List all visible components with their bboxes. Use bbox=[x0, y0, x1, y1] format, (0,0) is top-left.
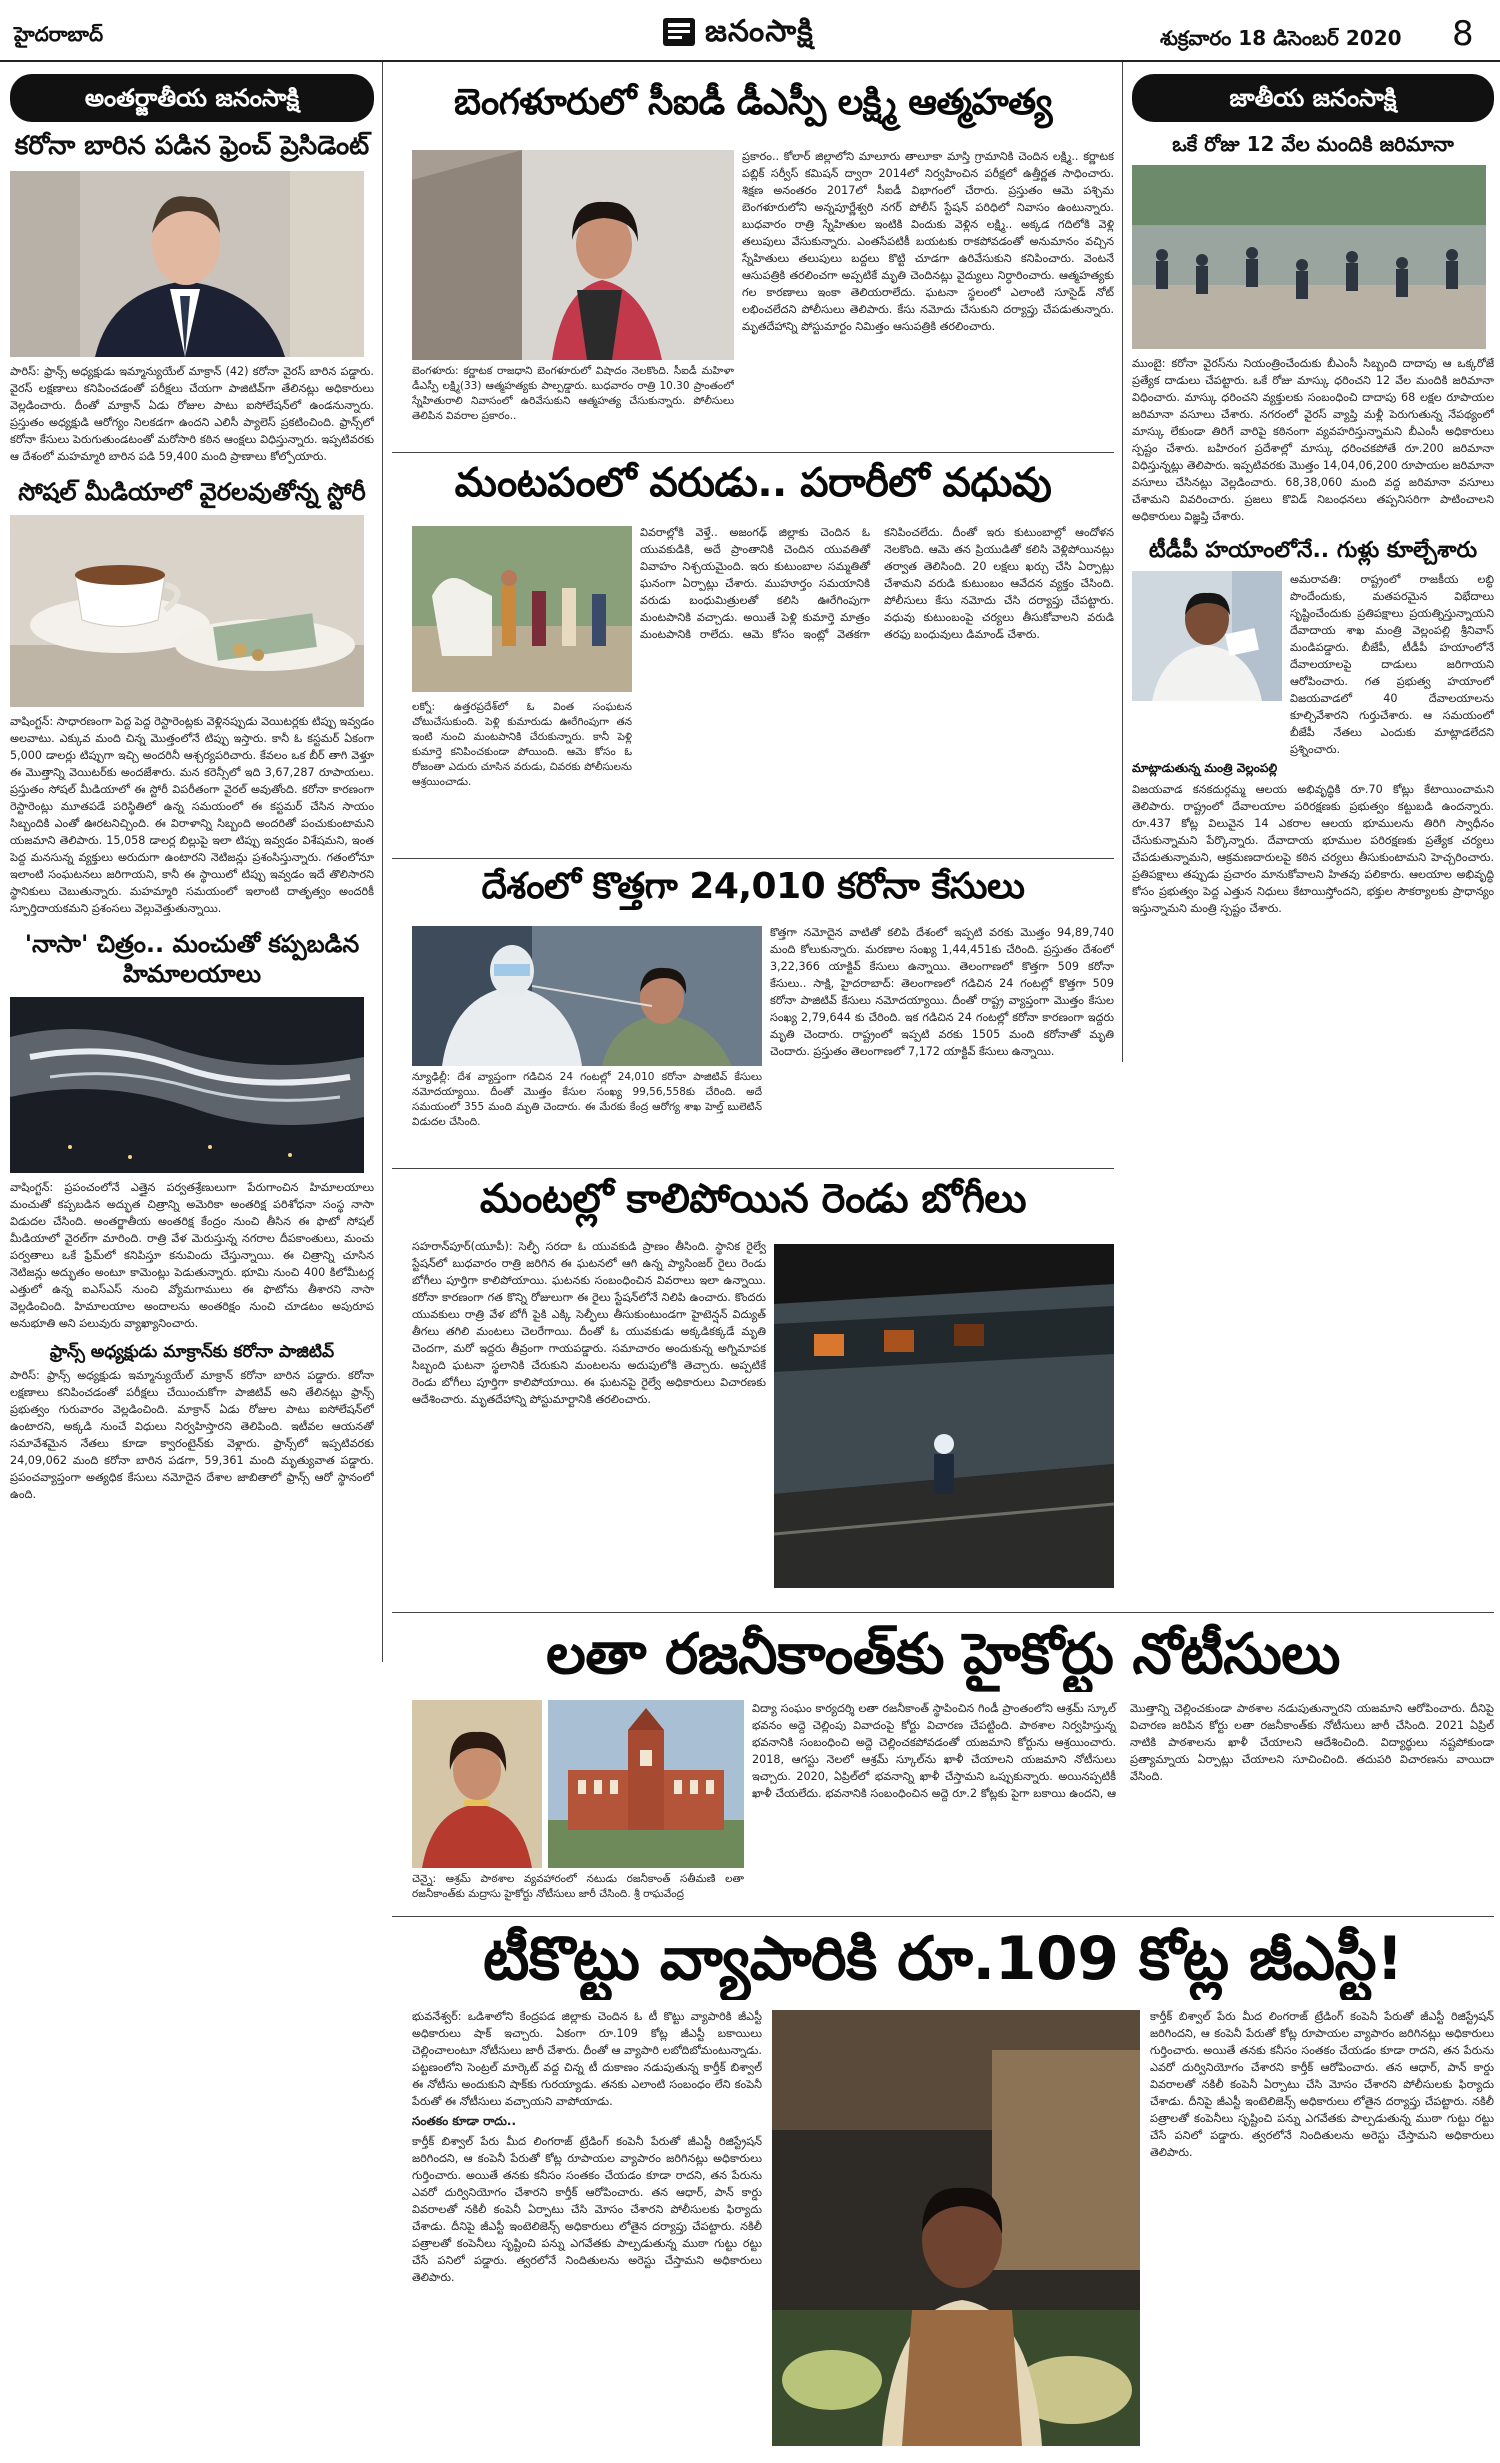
center-story1-headline-box bbox=[392, 82, 1114, 138]
story-body: పారిస్‌: ఫ్రాన్స్‌ అధ్యక్షుడు ఇమ్మాన్యుయేల్‌ మాక్రాన్‌ (42) కరోనా వైరస్‌ బారిన పడ్డారు. వైరస్‌ లక్షణాలు కనిపించడంతో పరీక్షలు చేయగా పాజిటివ్‌గా తేలినట్లు అధికారులు వెల్లడించారు. దీంతో మాక్రాన్‌ ఏడు రోజుల పాటు ఐసోలేషన్‌లో ఉండనున్నారు. ప్రస్తుతం అధ్యక్షుడి ఆరోగ్యం నిలకడగా ఉందని ఎలిసీ ప్యాలెస్‌ ప్రకటించింది. ఫ్రాన్స్‌లో కరోనా కేసులు పెరుగుతుండటంతో మరోసారి కఠిన ఆంక్షలు విధిస్తున్నారు. ఇప్పటివరకు ఆ దేశంలో మహమ్మారి బారిన పడి 59,400 మంది ప్రాణాలు కోల్పోయారు. bbox=[10, 364, 374, 463]
story-subhead: సంతకం కూడా రాదు.. bbox=[412, 2114, 517, 2128]
story-headline: మంటపంలో వరుడు.. పరారీలో వధువు bbox=[454, 460, 1052, 506]
center-story4-headline-box bbox=[392, 1176, 1114, 1232]
story-headline: కరోనా బారిన పడిన ఫ్రెంచ్ ప్రెసిడెంట్ bbox=[14, 131, 370, 161]
photo-caption: బెంగళూరు: కర్ణాటక రాజధాని బెంగళూరులో విషాదం నెలకొంది. సీఐడీ మహిళా డీఎస్పీ లక్ష్మి(33) ఆత్మహత్యకు పాల్పడ్డారు. బుధవారం రాత్రి 10.30 ప్రాంతంలో స్నేహితురాలి నివాసంలో ఉరివేసుకుని ఆత్మహత్య చేసుకున్నారు. పోలీసులు తెలిపిన వివరాల ప్రకారం.. bbox=[412, 365, 734, 422]
story-body: వాషింగ్టన్‌: సాధారణంగా పెద్ద పెద్ద రెస్టారెంట్లకు వెళ్లినప్పుడు వెయిటర్లకు టిప్పు ఇవ్వడం అలవాటు. ఎక్కువ మంది చిన్న మొత్తంలోనే టిప్పు ఇస్తారు. కానీ ఓ కస్టమర్‌ ఏకంగా 5,000 డాలర్లు టిప్పుగా ఇచ్చి అందరినీ ఆశ్చర్యపరిచారు. కేవలం ఒక బీర్‌ తాగి వెళ్తూ ఈ మొత్తాన్ని వెయిటర్‌కు అందజేశారు. మన కరెన్సీలో ఇది 3,67,287 రూపాయలు. ప్రస్తుతం సోషల్‌ మీడియాలో ఈ స్టోరీ విపరీతంగా వైరల్‌ అవుతోంది. కరోనా కారణంగా రెస్టారెంట్లు మూతపడే పరిస్థితిలో ఉన్న సమయంలో ఈ కస్టమర్‌ చేసిన సాయం సిబ్బందికి ఎంతో ఊరటనిచ్చింది. ఈ విరాళాన్ని సిబ్బంది అందరితో పంచుకుంటామని యజమాని తెలిపారు. 15,058 డాలర్ల బిల్లుపై ఇలా టిప్పు ఇవ్వడం విశేషమని, ఇంత పెద్ద మనసున్న వ్యక్తులు అరుదుగా ఉంటారని నెటిజన్లు ప్రశంసిస్తున్నారు. గతంలోనూ ఇలాంటి సంఘటనలు జరిగాయని, కానీ ఈ స్థాయిలో టిప్పు ఇవ్వడం ఇదే తొలిసారని స్థానికులు చెబుతున్నారు. మహమ్మారి సమయంలో ఇలాంటి దాతృత్వం అందరికీ స్ఫూర్తిదాయకమని ప్రశంసలు వెల్లువెత్తుతున్నాయి. bbox=[10, 714, 374, 915]
story-body: అమరావతి: రాష్ట్రంలో రాజకీయ లబ్ధి పొందేందుకు, మతపరమైన విభేదాలు సృష్టించేందుకు ప్రతిపక్షాలు ప్రయత్నిస్తున్నాయని దేవాదాయ శాఖ మంత్రి వెల్లంపల్లి శ్రీనివాస్‌ మండిపడ్డారు. బీజేపీ, టీడీపీ హయాంలోనే దేవాలయాలపై దాడులు జరిగాయని ఆరోపించారు. గత ప్రభుత్వ హయాంలో విజయవాడలో 40 దేవాలయాలను కూల్చివేశారని గుర్తుచేశారు. ఆ సమయంలో బీజేపీ నేతలు ఎందుకు మాట్లాడలేదని ప్రశ్నించారు. bbox=[1290, 572, 1494, 756]
story-body: పారిస్‌: ఫ్రాన్స్‌ అధ్యక్షుడు ఇమ్మాన్యుయేల్‌ మాక్రాన్‌ కరోనా బారిన పడ్డారు. కరోనా లక్షణాలు కనిపించడంతో పరీక్షలు చేయించుకోగా పాజిటివ్‌ అని తేలినట్లు ఫ్రాన్స్‌ ప్రభుత్వం గురువారం వెల్లడించింది. మాక్రాన్‌ ఏడు రోజుల పాటు ఐసోలేషన్‌లో ఉంటారని, అక్కడి నుంచే విధులు నిర్వహిస్తారని తెలిపింది. ఇటీవల ఆయనతో సమావేశమైన నేతలు కూడా క్వారంటైన్‌కు వెళ్లారు. ఫ్రాన్స్‌లో ఇప్పటివరకు 24,09,062 మంది కరోనా బారిన పడగా, 59,361 మంది మృత్యువాత పడ్డారు. ప్రపంచవ్యాప్తంగా అత్యధిక కేసులు నమోదైన దేశాల జాబితాలో ఫ్రాన్స్‌ ఆరో స్థానంలో ఉంది. bbox=[10, 1368, 374, 1501]
story-body-part: కార్తీక్‌ బిశ్వాల్‌ పేరు మీద లింగరాజ్‌ ట్రేడింగ్‌ కంపెనీ పేరుతో జీఎస్టీ రిజిస్ట్రేషన్‌ జరిగిందని, ఆ కంపెనీ పేరుతో కోట్ల రూపాయల వ్యాపారం జరిగినట్లు అధికారులు గుర్తించారు. అయితే తనకు కనీసం సంతకం చేయడం కూడా రాదని, తన పేరును ఎవరో దుర్వినియోగం చేశారని కార్తీక్‌ ఆరోపించారు. తన ఆధార్‌, పాన్‌ కార్డు వివరాలతో నకిలీ కంపెనీ ఏర్పాటు చేసి మోసం చేశారని పోలీసులకు ఫిర్యాదు చేశాడు. దీనిపై జీఎస్టీ ఇంటెలిజెన్స్‌ అధికారులు లోతైన దర్యాప్తు చేపట్టారు. నకిలీ పత్రాలతో కంపెనీలు సృష్టించి పన్ను ఎగవేతకు పాల్పడుతున్న ముఠా గుట్టు రట్టు చేసే పనిలో పడ్డారు. త్వరలోనే నిందితులను అరెస్టు చేస్తామని అధికారులు తెలిపారు. bbox=[412, 2135, 762, 2284]
story-body-continued: కార్తీక్‌ బిశ్వాల్‌ పేరు మీద లింగరాజ్‌ ట్రేడింగ్‌ కంపెనీ పేరుతో జీఎస్టీ రిజిస్ట్రేషన్‌ జరిగిందని, ఆ కంపెనీ పేరుతో కోట్ల రూపాయల వ్యాపారం జరిగినట్లు అధికారులు గుర్తించారు. అయితే తనకు కనీసం సంతకం చేయడం కూడా రాదని, తన పేరును ఎవరో దుర్వినియోగం చేశారని కార్తీక్‌ ఆరోపించారు. తన ఆధార్‌, పాన్‌ కార్డు వివరాలతో నకిలీ కంపెనీ ఏర్పాటు చేసి మోసం చేశారని పోలీసులకు ఫిర్యాదు చేశాడు. దీనిపై జీఎస్టీ ఇంటెలిజెన్స్‌ అధికారులు లోతైన దర్యాప్తు చేపట్టారు. నకిలీ పత్రాలతో కంపెనీలు సృష్టించి పన్ను ఎగవేతకు పాల్పడుతున్న ముఠా గుట్టు రట్టు చేసే పనిలో పడ్డారు. త్వరలోనే నిందితులను అరెస్టు చేస్తామని అధికారులు తెలిపారు. bbox=[1150, 2010, 1494, 2159]
masthead bbox=[0, 0, 1500, 62]
story-headline: దేశంలో కొత్తగా 24,010 కరోనా కేసులు bbox=[481, 866, 1025, 907]
coffee-tip-photo bbox=[10, 515, 364, 707]
city-name: హైదరాబాద్ bbox=[14, 22, 104, 46]
story-headline: మంటల్లో కాలిపోయిన రెండు బోగీలు bbox=[479, 1176, 1027, 1222]
column-divider bbox=[382, 62, 383, 1662]
section-divider bbox=[392, 1612, 1494, 1613]
section-divider bbox=[392, 1168, 1114, 1169]
story-headline: బెంగళూరులో సీఐడీ డీఎస్పీ లక్ష్మి ఆత్మహత్య bbox=[454, 82, 1052, 123]
section-label-national: జాతీయ జనంసాక్షి bbox=[1132, 74, 1494, 122]
section-divider bbox=[392, 1916, 1494, 1917]
bottom-story1-headline-box bbox=[392, 1622, 1494, 1692]
story-subhead: మాట్లాడుతున్న మంత్రి వెల్లంపల్లి bbox=[1132, 760, 1278, 775]
column-divider bbox=[1122, 62, 1123, 1062]
story-body: ముంబై: కరోనా వైరస్‌ను నియంత్రించేందుకు బీఎంసీ సిబ్బంది దాదాపు ఆ ఒక్కరోజే ప్రత్యేక దాడులు చేపట్టారు. ఒకే రోజు మాస్కు ధరించని 12 వేల మందికి జరిమానా విధించారు. మాస్కు ధరించని వ్యక్తులకు సంబంధించి దాదాపు 68 లక్షల రూపాయల జరిమానా వసూలు చేశారు. నగరంలో వైరస్‌ వ్యాప్తి మళ్లీ పెరుగుతున్న నేపథ్యంలో మాస్కు లేకుండా తిరిగే వారిపై కఠినంగా వ్యవహరిస్తున్నామని బీఎంసీ అధికారులు స్పష్టం చేశారు. బహిరంగ ప్రదేశాల్లో మాస్కు ధరించకపోతే రూ.200 జరిమానా విధిస్తున్నట్లు తెలిపారు. ఇప్పటివరకు మొత్తం 14,04,06,200 రూపాయల జరిమానా వసూలు చేసినట్లు వెల్లడించారు. 68,38,060 మంది వద్ద జరిమానా వసూలు చేశామని వివరించారు. ప్రజలు కొవిడ్‌ నిబంధనలు తప్పనిసరిగా పాటించాలని అధికారులు విజ్ఞప్తి చేశారు. bbox=[1132, 357, 1494, 523]
story-body: కొత్తగా నమోదైన వాటితో కలిపి దేశంలో ఇప్పటి వరకు మొత్తం 94,89,740 మంది కోలుకున్నారు. మరణాల సంఖ్య 1,44,451కు చేరింది. ప్రస్తుతం దేశంలో 3,22,366 యాక్టివ్‌ కేసులు ఉన్నాయి. తెలంగాణలో కొత్తగా 509 కరోనా కేసులు.. సాక్షి, హైదరాబాద్‌: తెలంగాణలో గడిచిన 24 గంటల్లో కొత్తగా 509 కరోనా పాజిటివ్‌ కేసులు నమోదయ్యాయి. దీంతో రాష్ట్ర వ్యాప్తంగా మొత్తం కేసుల సంఖ్య 2,79,644 కు చేరింది. ఇక గడిచిన 24 గంటల్లో కరోనా కారణంగా ఇద్దరు మృతి చెందారు. రాష్ట్రంలో ఇప్పటి వరకు 1505 మంది కరోనాతో మృతి చెందారు. ప్రస్తుతం తెలంగాణలో 7,172 యాక్టివ్‌ కేసులు ఉన్నాయి. bbox=[770, 926, 1114, 1058]
himalayas-satellite-photo bbox=[10, 997, 364, 1173]
story-body: ప్రకారం.. కోలార్‌ జిల్లాలోని మాలూరు తాలూకా మాస్తి గ్రామానికి చెందిన లక్ష్మి.. కర్ణాటక పబ్లిక్‌ సర్వీస్‌ కమిషన్‌ ద్వారా 2014లో నిర్వహించిన పరీక్షలో ఉత్తీర్ణత సాధించారు. శిక్షణ అనంతరం 2017లో సీఐడీ విభాగంలో చేరారు. ప్రస్తుతం ఆమె పశ్చిమ బెంగళూరులోని అన్నపూర్ణేశ్వరి నగర్‌ పోలీస్‌ స్టేషన్‌ పరిధిలో నివాసం ఉంటున్నారు. బుధవారం రాత్రి స్నేహితుల ఇంటికి విందుకు వెళ్లిన లక్ష్మి.. అక్కడ గదిలోకి వెళ్లి తలుపులు వేసుకున్నారు. ఎంతసేపటికీ బయటకు రాకపోవడంతో అనుమానం వచ్చిన స్నేహితులు తలుపులు బద్దలు కొట్టి చూడగా ఉరివేసుకుని కనిపించారు. వెంటనే ఆసుపత్రికి తరలించగా అప్పటికే మృతి చెందినట్లు వైద్యులు నిర్ధారించారు. ఆత్మహత్యకు గల కారణాలు ఇంకా తెలియరాలేదు. ఘటనా స్థలంలో ఎలాంటి సూసైడ్‌ నోట్‌ లభించలేదని పోలీసులు తెలిపారు. కేసు నమోదు చేసుకుని దర్యాప్తు చేపడుతున్నారు. మృతదేహాన్ని పోస్టుమార్టం నిమిత్తం ఆసుపత్రికి తరలించారు. bbox=[742, 150, 1114, 333]
page-number: 8 bbox=[1452, 14, 1474, 54]
crowd-fines-photo bbox=[1132, 165, 1486, 349]
story-headline: లతా రజనీకాంత్‌కు హైకోర్టు నోటీసులు bbox=[546, 1622, 1340, 1687]
section-divider bbox=[392, 858, 1114, 859]
photo-caption: న్యూఢిల్లీ: దేశ వ్యాప్తంగా గడిచిన 24 గంటల్లో 24,010 కరోనా పాజిటివ్‌ కేసులు నమోదయ్యాయి. దీంతో మొత్తం కేసుల సంఖ్య 99,56,558కు చేరింది. అదే సమయంలో 355 మంది మృతి చెందారు. ఈ మేరకు కేంద్ర ఆరోగ్య శాఖ హెల్త్‌ బులెటిన్‌ విడుదల చేసింది. bbox=[412, 1071, 762, 1128]
tea-vendor-photo bbox=[772, 2010, 1140, 2446]
story-headline: ఫ్రాన్స్ అధ్యక్షుడు మాక్రాన్‌కు కరోనా పాజిటివ్ bbox=[49, 1341, 335, 1362]
paper-name: జనంసాక్షి bbox=[705, 14, 814, 49]
section-label-international: అంతర్జాతీయ జనంసాక్షి bbox=[10, 74, 374, 122]
high-court-building-photo bbox=[548, 1700, 744, 1868]
story-headline: టీడీపీ హయాంలోనే.. గుళ్లు కూల్చేశారు bbox=[1148, 538, 1478, 563]
paper-logo-icon bbox=[660, 14, 698, 50]
center-story3-headline-box bbox=[392, 866, 1114, 918]
story-body: వాషింగ్టన్‌: ప్రపంచంలోనే ఎత్తైన పర్వతశ్రేణులుగా పేరుగాంచిన హిమాలయాలు మంచుతో కప్పబడిన అద్భుత చిత్రాన్ని అమెరికా అంతరిక్ష పరిశోధనా సంస్థ నాసా విడుదల చేసింది. అంతర్జాతీయ అంతరిక్ష కేంద్రం నుంచి తీసిన ఈ ఫొటో సోషల్‌ మీడియాలో వైరల్‌గా మారింది. రాత్రి వేళ మెరుస్తున్న నగరాల దీపకాంతులు, మంచు పర్వతాలు ఒకే ఫ్రేమ్‌లో కనిపిస్తూ కనువిందు చేస్తున్నాయి. ఈ చిత్రాన్ని చూసిన నెటిజన్లు అద్భుతం అంటూ కామెంట్లు పెడుతున్నారు. భూమి నుంచి 400 కిలోమీటర్ల ఎత్తులో ఉన్న ఐఎస్‌ఎస్‌ నుంచి వ్యోమగాములు ఈ ఫొటోను తీశారని నాసా వెల్లడించింది. హిమాలయాల అందాలను అంతరిక్షం నుంచి చూడటం అపురూప అనుభూతి అని పలువురు వ్యాఖ్యానించారు. bbox=[10, 1180, 374, 1330]
story-body bbox=[412, 2008, 762, 2448]
section-divider bbox=[392, 452, 1114, 453]
latha-rajinikanth-photo bbox=[412, 1700, 542, 1868]
president-photo bbox=[10, 171, 364, 357]
photo-caption: లక్నో: ఉత్తరప్రదేశ్‌లో ఓ వింత సంఘటన చోటుచేసుకుంది. పెళ్లి కుమారుడు ఊరేగింపుగా తన ఇంటి నుంచి మంటపానికి చేరుకున్నారు. కానీ పెళ్లి కుమార్తె కనిపించకుండా పోయింది. ఆమె కోసం ఓ రోజంతా ఎదురు చూసిన వరుడు, చివరకు పోలీసులను ఆశ్రయించాడు. bbox=[412, 701, 632, 788]
right-column bbox=[1132, 74, 1494, 1064]
center-story2-headline-box bbox=[392, 460, 1114, 520]
photo-caption: చెన్నై: ఆశ్రమ్ పాఠశాల వ్యవహారంలో నటుడు రజనీకాంత్‌ సతీమణి లతా రజనీకాంత్‌కు మద్రాసు హైకోర్టు నోటీసులు జారీ చేసింది. శ్రీ రాఘవేంద్ర bbox=[412, 1873, 744, 1900]
story-body: సహరాన్‌పూర్‌(యూపీ): సెల్ఫీ సరదా ఓ యువకుడి ప్రాణం తీసింది. స్థానిక రైల్వే స్టేషన్‌లో బుధవారం రాత్రి జరిగిన ఈ ఘటనలో ఆగి ఉన్న ప్యాసింజర్‌ రైలు రెండు బోగీలు పూర్తిగా కాలిపోయాయి. ఘటనకు సంబంధించిన వివరాలు ఇలా ఉన్నాయి. కరోనా కారణంగా గత కొన్ని రోజులుగా ఈ రైలు స్టేషన్‌లోనే నిలిపి ఉంచారు. కొందరు యువకులు రాత్రి వేళ బోగీ పైకి ఎక్కి సెల్ఫీలు తీసుకుంటుండగా హైటెన్షన్‌ విద్యుత్‌ తీగలు తగిలి మంటలు చెలరేగాయి. దీంతో ఓ యువకుడు అక్కడికక్కడే మృతి చెందగా, మరో ఇద్దరు తీవ్రంగా గాయపడ్డారు. సమాచారం అందుకున్న అగ్నిమాపక సిబ్బంది ఘటనా స్థలానికి చేరుకుని మంటలను అదుపులోకి తెచ్చారు. అప్పటికే రెండు బోగీలు పూర్తిగా కాలిపోయాయి. ఈ ఘటనపై రైల్వే అధికారులు విచారణకు ఆదేశించారు. మృతదేహాన్ని పోస్టుమార్టానికి తరలించారు. bbox=[412, 1240, 766, 1406]
story-headline: 'నాసా' చిత్రం.. మంచుతో కప్పబడిన హిమాలయాలు bbox=[24, 929, 360, 988]
burnt-train-photo bbox=[774, 1244, 1114, 1588]
minister-photo bbox=[1132, 571, 1282, 701]
issue-date: శుక్రవారం 18 డిసెంబర్ 2020 bbox=[1160, 26, 1402, 50]
story-headline: టీకొట్టు వ్యాపారికి రూ.109 కోట్ల జీఎస్టీ! bbox=[482, 1924, 1403, 1994]
dsp-portrait-photo bbox=[412, 150, 734, 360]
story-body-part: భువనేశ్వర్‌: ఒడిశాలోని కేంద్రపడ జిల్లాకు చెందిన ఓ టీ కొట్టు వ్యాపారికి జీఎస్టీ అధికారులు షాక్‌ ఇచ్చారు. ఏకంగా రూ.109 కోట్ల జీఎస్టీ బకాయిలు చెల్లించాలంటూ నోటీసులు జారీ చేశారు. దీంతో ఆ వ్యాపారి లబోదిబోమంటున్నాడు. పట్టణంలోని సెంట్రల్‌ మార్కెట్‌ వద్ద చిన్న టీ దుకాణం నడుపుతున్న కార్తీక్‌ బిశ్వాల్‌ ఈ నోటీసు అందుకుని షాక్‌కు గురయ్యాడు. తనకు ఎలాంటి సంబంధం లేని కంపెనీ పేరుతో ఈ నోటీసులు వచ్చాయని వాపోయాడు. bbox=[412, 2010, 762, 2108]
left-column bbox=[10, 74, 374, 2454]
covid-testing-photo bbox=[412, 926, 762, 1066]
story-headline: ఒకే రోజు 12 వేల మందికి జరిమానా bbox=[1172, 132, 1454, 156]
story-body: విద్యా సంఘం కార్యదర్శి లతా రజనీకాంత్‌ స్థాపించిన గిండీ ప్రాంతంలోని ఆశ్రమ్‌ స్కూల్‌ భవనం అద్దె చెల్లింపు వివాదంపై కోర్టు విచారణ చేపట్టింది. పాఠశాల నిర్వహిస్తున్న భవనానికి సంబంధించి అద్దె చెల్లించకపోవడంతో యజమాని కోర్టును ఆశ్రయించారు. 2018, ఆగస్టు నెలలో ఆశ్రమ్‌ స్కూల్‌ను ఖాళీ చేయాలని యజమాని నోటీసులు ఇచ్చారు. 2020, ఏప్రిల్‌లో భవనాన్ని ఖాళీ చేస్తామని ఒప్పుకున్నారు. అయినప్పటికీ ఖాళీ చేయలేదు. భవనానికి సంబంధించిన అద్దె రూ.2 కోట్లకు పైగా బకాయి ఉందని, ఆ మొత్తాన్ని చెల్లించకుండా పాఠశాల నడుపుతున్నారని యజమాని ఆరోపించారు. దీనిపై విచారణ జరిపిన కోర్టు లతా రజనీకాంత్‌కు నోటీసులు జారీ చేసింది. 2021 ఏప్రిల్‌ నాటికి పాఠశాలను ఖాళీ చేయాలని ఆదేశించింది. విద్యార్థులు నష్టపోకుండా ప్రత్యామ్నాయ ఏర్పాట్లు చేయాలని సూచించింది. తదుపరి విచారణను వాయిదా వేసింది. bbox=[752, 1702, 1494, 1800]
bottom-story2-headline-box bbox=[392, 1924, 1494, 2000]
story-headline: సోషల్ మీడియాలో వైరలవుతోన్న స్టోరీ bbox=[18, 477, 366, 506]
story-body: వివరాల్లోకి వెళ్తే.. అజంగఢ్‌ జిల్లాకు చెందిన ఓ యువకుడికి, అదే ప్రాంతానికి చెందిన యువతితో వివాహం నిశ్చయమైంది. ఇరు కుటుంబాల సమ్మతితో ఘనంగా ఏర్పాట్లు చేశారు. ముహూర్తం సమయానికి వరుడు బంధుమిత్రులతో కలిసి ఊరేగింపుగా మంటపానికి వచ్చాడు. అయితే పెళ్లి కుమార్తె మాత్రం మంటపానికి రాలేదు. ఆమె కోసం ఇంట్లో వెతకగా కనిపించలేదు. దీంతో ఇరు కుటుంబాల్లో ఆందోళన నెలకొంది. ఆమె తన ప్రియుడితో కలిసి వెళ్లిపోయినట్లు తర్వాత తెలిసింది. 20 లక్షలు ఖర్చు చేసి ఏర్పాట్లు చేశామని వరుడి కుటుంబం ఆవేదన వ్యక్తం చేసింది. పోలీసులు కేసు నమోదు చేసి దర్యాప్తు చేపట్టారు. వధువు కుటుంబంపై చర్యలు తీసుకోవాలని వరుడి తరఫు బంధువులు డిమాండ్‌ చేశారు. bbox=[640, 526, 1114, 641]
story-body: విజయవాడ కనకదుర్గమ్మ ఆలయ అభివృద్ధికి రూ.70 కోట్లు కేటాయించామని తెలిపారు. రాష్ట్రంలో దేవాలయాల పరిరక్షణకు ప్రభుత్వం కట్టుబడి ఉందన్నారు. రూ.437 కోట్ల విలువైన 14 ఎకరాల ఆలయ భూములను తిరిగి స్వాధీనం చేసుకున్నామని పేర్కొన్నారు. దేవాదాయ భూముల పరిరక్షణకు ప్రత్యేక చర్యలు చేపడుతున్నామని, ఆక్రమణదారులపై కఠిన చర్యలు తీసుకుంటామని హెచ్చరించారు. ప్రతిపక్షాలు తప్పుడు ప్రచారం మానుకోవాలని హితవు పలికారు. ఆలయాల అభివృద్ధి కోసం ప్రభుత్వం పెద్ద ఎత్తున నిధులు కేటాయిస్తోందని, భక్తుల సౌకర్యాలకు ప్రాధాన్యం ఇస్తున్నామని మంత్రి స్పష్టం చేశారు. bbox=[1132, 782, 1494, 915]
wedding-photo bbox=[412, 526, 632, 692]
